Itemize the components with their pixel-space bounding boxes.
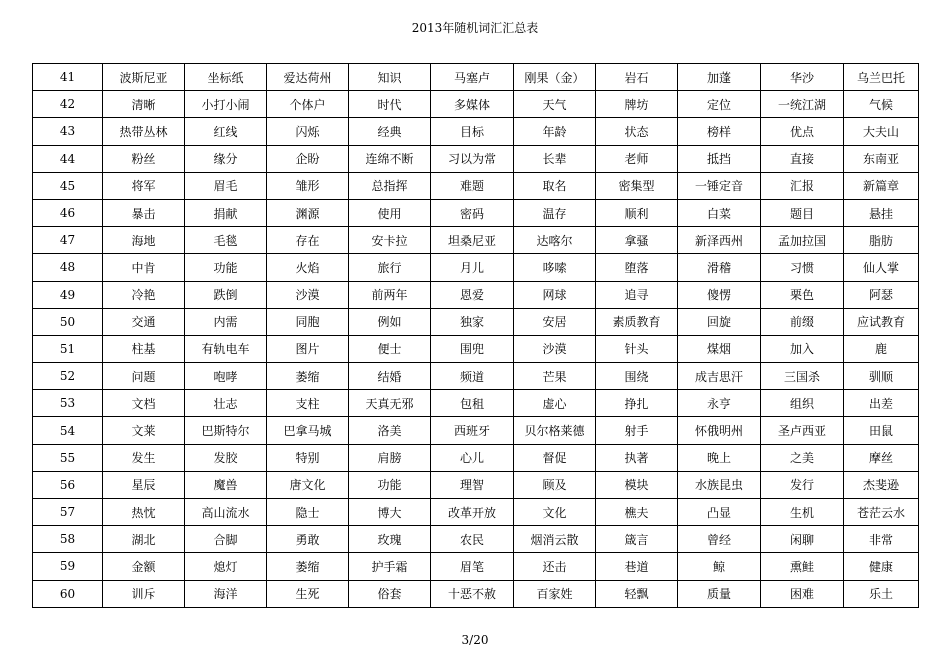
word-cell: 苍茫云水: [844, 499, 919, 526]
word-cell: 农民: [431, 526, 514, 553]
word-cell: 堕落: [596, 254, 678, 281]
row-number: 41: [33, 64, 103, 91]
word-cell: 星辰: [103, 471, 185, 498]
word-cell: 直接: [761, 145, 844, 172]
word-cell: 将军: [103, 172, 185, 199]
row-number: 53: [33, 390, 103, 417]
word-cell: 圣卢西亚: [761, 417, 844, 444]
word-cell: 出差: [844, 390, 919, 417]
word-cell: 冷艳: [103, 281, 185, 308]
word-cell: 应试教育: [844, 308, 919, 335]
word-cell: 使用: [349, 199, 431, 226]
word-cell: 晚上: [678, 444, 761, 471]
word-cell: 萎缩: [267, 553, 349, 580]
word-cell: 眉笔: [431, 553, 514, 580]
word-cell: 文化: [514, 499, 596, 526]
word-cell: 汇报: [761, 172, 844, 199]
row-number: 59: [33, 553, 103, 580]
row-number: 42: [33, 91, 103, 118]
row-number: 56: [33, 471, 103, 498]
word-cell: 轻飘: [596, 580, 678, 607]
word-cell: 壮志: [185, 390, 267, 417]
word-cell: 十恶不赦: [431, 580, 514, 607]
word-cell: 沙漠: [514, 335, 596, 362]
word-cell: 闪烁: [267, 118, 349, 145]
word-cell: 眉毛: [185, 172, 267, 199]
word-cell: 大夫山: [844, 118, 919, 145]
word-cell: 有轨电车: [185, 335, 267, 362]
word-cell: 魔兽: [185, 471, 267, 498]
word-cell: 高山流水: [185, 499, 267, 526]
word-cell: 怀俄明州: [678, 417, 761, 444]
word-cell: 樵夫: [596, 499, 678, 526]
word-cell: 三国杀: [761, 363, 844, 390]
word-cell: 杰斐逊: [844, 471, 919, 498]
table-row: [33, 444, 919, 471]
word-cell: 习惯: [761, 254, 844, 281]
word-cell: 煤烟: [678, 335, 761, 362]
word-cell: 月儿: [431, 254, 514, 281]
table-row: [33, 471, 919, 498]
word-cell: 健康: [844, 553, 919, 580]
table-row: [33, 172, 919, 199]
word-cell: 经典: [349, 118, 431, 145]
row-number: 47: [33, 227, 103, 254]
word-cell: 习以为常: [431, 145, 514, 172]
word-cell: 旅行: [349, 254, 431, 281]
word-cell: 拿骚: [596, 227, 678, 254]
word-cell: 安居: [514, 308, 596, 335]
word-cell: 烟消云散: [514, 526, 596, 553]
word-cell: 玫瑰: [349, 526, 431, 553]
word-cell: 文莱: [103, 417, 185, 444]
word-cell: 榜样: [678, 118, 761, 145]
word-cell: 爱达荷州: [267, 64, 349, 91]
word-cell: 便士: [349, 335, 431, 362]
word-cell: 加蓬: [678, 64, 761, 91]
row-number: 54: [33, 417, 103, 444]
word-cell: 多媒体: [431, 91, 514, 118]
word-cell: 孟加拉国: [761, 227, 844, 254]
word-cell: 发生: [103, 444, 185, 471]
word-cell: 波斯尼亚: [103, 64, 185, 91]
word-cell: 哆嗦: [514, 254, 596, 281]
word-cell: 组织: [761, 390, 844, 417]
word-cell: 萎缩: [267, 363, 349, 390]
word-cell: 清晰: [103, 91, 185, 118]
word-cell: 隐士: [267, 499, 349, 526]
word-cell: 护手霜: [349, 553, 431, 580]
word-cell: 回旋: [678, 308, 761, 335]
word-cell: 射手: [596, 417, 678, 444]
word-cell: 总指挥: [349, 172, 431, 199]
word-cell: 老师: [596, 145, 678, 172]
row-number: 50: [33, 308, 103, 335]
word-cell: 发胶: [185, 444, 267, 471]
word-cell: 粉丝: [103, 145, 185, 172]
word-cell: 同胞: [267, 308, 349, 335]
word-cell: 驯顺: [844, 363, 919, 390]
word-cell: 小打小闹: [185, 91, 267, 118]
word-cell: 长辈: [514, 145, 596, 172]
word-cell: 坐标纸: [185, 64, 267, 91]
word-cell: 状态: [596, 118, 678, 145]
word-cell: 包租: [431, 390, 514, 417]
word-cell: 海地: [103, 227, 185, 254]
word-cell: 洛美: [349, 417, 431, 444]
word-cell: 个体户: [267, 91, 349, 118]
word-cell: 华沙: [761, 64, 844, 91]
word-cell: 之美: [761, 444, 844, 471]
word-cell: 年龄: [514, 118, 596, 145]
word-cell: 问题: [103, 363, 185, 390]
word-cell: 俗套: [349, 580, 431, 607]
word-cell: 水族昆虫: [678, 471, 761, 498]
word-cell: 虚心: [514, 390, 596, 417]
word-cell: 贝尔格莱德: [514, 417, 596, 444]
word-cell: 例如: [349, 308, 431, 335]
table-row: [33, 308, 919, 335]
word-cell: 密集型: [596, 172, 678, 199]
word-cell: 马塞卢: [431, 64, 514, 91]
word-cell: 鲸: [678, 553, 761, 580]
word-cell: 针头: [596, 335, 678, 362]
word-cell: 发行: [761, 471, 844, 498]
word-cell: 东南亚: [844, 145, 919, 172]
word-cell: 鹿: [844, 335, 919, 362]
word-cell: 困难: [761, 580, 844, 607]
table-row: [33, 281, 919, 308]
row-number: 49: [33, 281, 103, 308]
word-cell: 顾及: [514, 471, 596, 498]
word-cell: 岩石: [596, 64, 678, 91]
word-cell: 新篇章: [844, 172, 919, 199]
word-cell: 天真无邪: [349, 390, 431, 417]
word-cell: 安卡拉: [349, 227, 431, 254]
word-cell: 功能: [349, 471, 431, 498]
table-row: [33, 499, 919, 526]
word-cell: 闲聊: [761, 526, 844, 553]
table-row: [33, 335, 919, 362]
word-cell: 巴拿马城: [267, 417, 349, 444]
word-cell: 质量: [678, 580, 761, 607]
table-row: [33, 118, 919, 145]
word-cell: 热带丛林: [103, 118, 185, 145]
word-cell: 红线: [185, 118, 267, 145]
word-cell: 内需: [185, 308, 267, 335]
word-cell: 素质教育: [596, 308, 678, 335]
word-cell: 海洋: [185, 580, 267, 607]
word-cell: 巷道: [596, 553, 678, 580]
word-cell: 连绵不断: [349, 145, 431, 172]
word-cell: 傻愣: [678, 281, 761, 308]
word-cell: 金额: [103, 553, 185, 580]
table-row: [33, 227, 919, 254]
word-cell: 雏形: [267, 172, 349, 199]
word-cell: 滑稽: [678, 254, 761, 281]
row-number: 58: [33, 526, 103, 553]
table-row: [33, 91, 919, 118]
word-cell: 功能: [185, 254, 267, 281]
word-cell: 熄灯: [185, 553, 267, 580]
word-cell: 刚果（金）: [514, 64, 596, 91]
word-cell: 围兜: [431, 335, 514, 362]
word-cell: 凸显: [678, 499, 761, 526]
word-cell: 永亨: [678, 390, 761, 417]
word-cell: 前两年: [349, 281, 431, 308]
word-cell: 训斥: [103, 580, 185, 607]
word-cell: 题目: [761, 199, 844, 226]
table-row: [33, 363, 919, 390]
row-number: 43: [33, 118, 103, 145]
word-cell: 特别: [267, 444, 349, 471]
word-cell: 前缀: [761, 308, 844, 335]
word-cell: 西班牙: [431, 417, 514, 444]
word-cell: 模块: [596, 471, 678, 498]
table-row: [33, 145, 919, 172]
word-cell: 生机: [761, 499, 844, 526]
word-cell: 曾经: [678, 526, 761, 553]
word-cell: 跌倒: [185, 281, 267, 308]
word-cell: 勇敢: [267, 526, 349, 553]
word-cell: 温存: [514, 199, 596, 226]
word-cell: 热忱: [103, 499, 185, 526]
word-cell: 湖北: [103, 526, 185, 553]
word-cell: 芒果: [514, 363, 596, 390]
word-cell: 捐献: [185, 199, 267, 226]
word-cell: 达喀尔: [514, 227, 596, 254]
word-cell: 柱基: [103, 335, 185, 362]
word-cell: 图片: [267, 335, 349, 362]
word-cell: 知识: [349, 64, 431, 91]
word-cell: 执著: [596, 444, 678, 471]
word-cell: 文档: [103, 390, 185, 417]
row-number: 57: [33, 499, 103, 526]
word-cell: 栗色: [761, 281, 844, 308]
word-cell: 定位: [678, 91, 761, 118]
row-number: 60: [33, 580, 103, 607]
word-cell: 密码: [431, 199, 514, 226]
word-cell: 火焰: [267, 254, 349, 281]
word-cell: 沙漠: [267, 281, 349, 308]
row-number: 48: [33, 254, 103, 281]
word-cell: 咆哮: [185, 363, 267, 390]
word-cell: 围绕: [596, 363, 678, 390]
word-cell: 频道: [431, 363, 514, 390]
word-cell: 阿瑟: [844, 281, 919, 308]
word-cell: 支柱: [267, 390, 349, 417]
word-cell: 心儿: [431, 444, 514, 471]
word-cell: 改革开放: [431, 499, 514, 526]
word-cell: 生死: [267, 580, 349, 607]
word-cell: 气候: [844, 91, 919, 118]
table-row: [33, 553, 919, 580]
word-cell: 一锤定音: [678, 172, 761, 199]
row-number: 51: [33, 335, 103, 362]
vocabulary-table: [32, 63, 919, 608]
word-cell: 渊源: [267, 199, 349, 226]
row-number: 45: [33, 172, 103, 199]
word-cell: 恩爱: [431, 281, 514, 308]
table-row: [33, 199, 919, 226]
word-cell: 暴击: [103, 199, 185, 226]
word-cell: 理智: [431, 471, 514, 498]
word-cell: 加入: [761, 335, 844, 362]
word-cell: 乐土: [844, 580, 919, 607]
word-cell: 合脚: [185, 526, 267, 553]
word-cell: 独家: [431, 308, 514, 335]
word-cell: 企盼: [267, 145, 349, 172]
table-row: [33, 580, 919, 607]
word-cell: 非常: [844, 526, 919, 553]
table-row: [33, 254, 919, 281]
word-cell: 坦桑尼亚: [431, 227, 514, 254]
word-cell: 新泽西州: [678, 227, 761, 254]
word-cell: 牌坊: [596, 91, 678, 118]
page-number: 3/20: [461, 633, 489, 647]
word-cell: 毛毯: [185, 227, 267, 254]
word-cell: 目标: [431, 118, 514, 145]
word-cell: 优点: [761, 118, 844, 145]
word-cell: 追寻: [596, 281, 678, 308]
row-number: 52: [33, 363, 103, 390]
word-cell: 顺利: [596, 199, 678, 226]
word-cell: 一统江湖: [761, 91, 844, 118]
word-cell: 巴斯特尔: [185, 417, 267, 444]
table-row: [33, 417, 919, 444]
word-cell: 取名: [514, 172, 596, 199]
word-cell: 成吉思汗: [678, 363, 761, 390]
word-cell: 交通: [103, 308, 185, 335]
word-cell: 难题: [431, 172, 514, 199]
word-cell: 挣扎: [596, 390, 678, 417]
word-cell: 网球: [514, 281, 596, 308]
word-cell: 乌兰巴托: [844, 64, 919, 91]
word-cell: 仙人掌: [844, 254, 919, 281]
word-cell: 熏鲑: [761, 553, 844, 580]
word-cell: 抵挡: [678, 145, 761, 172]
table-row: [33, 526, 919, 553]
word-cell: 存在: [267, 227, 349, 254]
word-cell: 还击: [514, 553, 596, 580]
word-cell: 中肯: [103, 254, 185, 281]
word-cell: 督促: [514, 444, 596, 471]
row-number: 46: [33, 199, 103, 226]
word-cell: 田鼠: [844, 417, 919, 444]
word-cell: 博大: [349, 499, 431, 526]
word-cell: 箴言: [596, 526, 678, 553]
word-cell: 悬挂: [844, 199, 919, 226]
word-cell: 白菜: [678, 199, 761, 226]
word-cell: 天气: [514, 91, 596, 118]
word-cell: 百家姓: [514, 580, 596, 607]
page-title: 2013年随机词汇汇总表: [411, 21, 539, 35]
row-number: 44: [33, 145, 103, 172]
table-row: [33, 390, 919, 417]
word-cell: 唐文化: [267, 471, 349, 498]
word-cell: 肩膀: [349, 444, 431, 471]
word-cell: 脂肪: [844, 227, 919, 254]
word-cell: 缘分: [185, 145, 267, 172]
word-cell: 结婚: [349, 363, 431, 390]
word-cell: 时代: [349, 91, 431, 118]
table-row: [33, 64, 919, 91]
row-number: 55: [33, 444, 103, 471]
word-cell: 摩丝: [844, 444, 919, 471]
